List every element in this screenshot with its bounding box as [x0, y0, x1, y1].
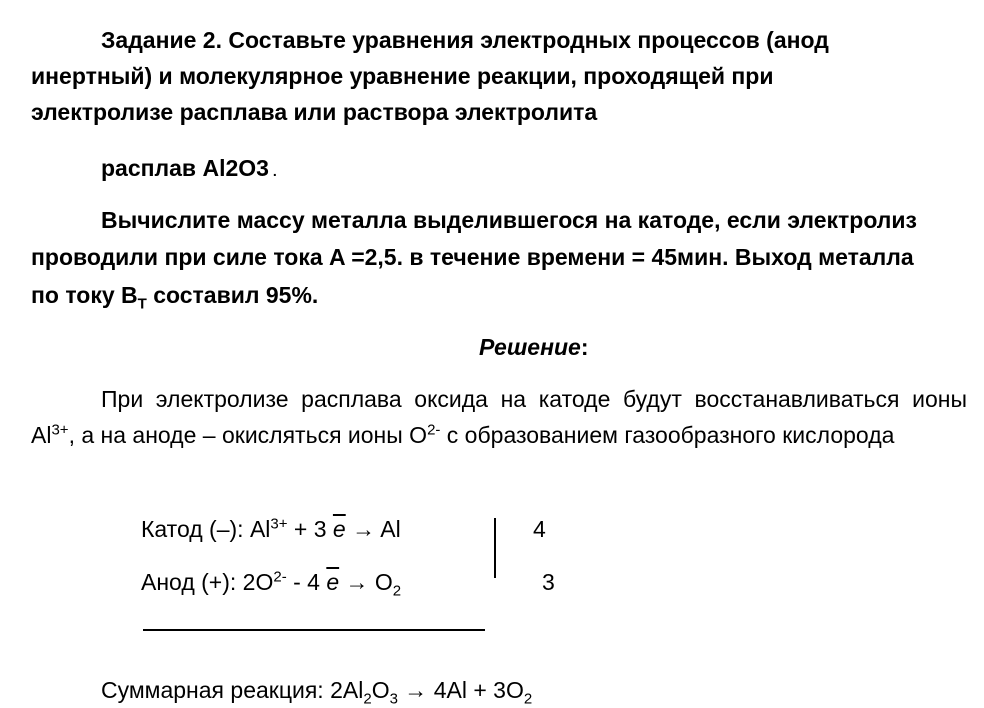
- task-line-1: Задание 2. Составьте уравнения электродных процессов (анод: [101, 27, 829, 53]
- question-line-2: проводили при силе тока A =2,5. в течение времени = 45мин. Выход металла: [31, 244, 914, 270]
- explanation-paragraph: При электролизе расплава оксида на катоде будут восстанавливаться ионы $Al^{3+}$, а на аноде – окисляться ионы $O^{2-}$ с образованием газообразного кислорода: [31, 386, 967, 448]
- summary-reaction: Суммарная реакция: $2Al_2O_3 \to 4Al + 3O_2$: [101, 677, 533, 708]
- task-line-2: инертный) и молекулярное уравнение реакции, проходящей при: [31, 63, 774, 89]
- melt-formula: расплав Al2O3 .: [101, 155, 277, 181]
- cathode-coefficient: 4: [533, 516, 546, 542]
- solution-title: Решение:: [479, 334, 589, 360]
- question-line-3: по току $B_T$ составил 95%.: [31, 282, 319, 313]
- question-line-1: Вычислите массу металла выделившегося на катоде, если электролиз: [101, 207, 917, 233]
- anode-equation: Анод (+): $2O^{2-} - 4$ $\overline{e} \to O_2$: [141, 568, 402, 600]
- summary-divider-line: [143, 629, 485, 631]
- anode-coefficient: 3: [542, 569, 555, 595]
- cathode-equation: Катод (–): $Al^{3+} + 3$ $\overline{e} \to Al$: [141, 515, 401, 542]
- balance-vertical-line: [494, 518, 496, 578]
- task-line-3: электролизе расплава или раствора электролита: [31, 99, 598, 125]
